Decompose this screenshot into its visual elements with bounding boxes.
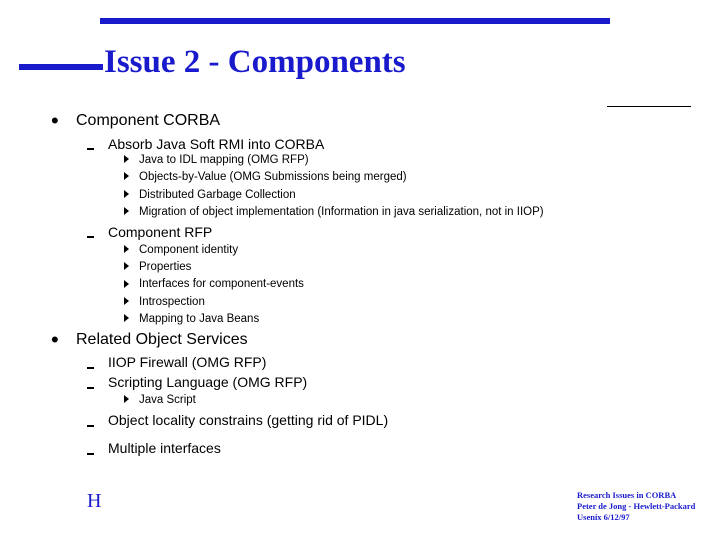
dash-icon [87, 148, 94, 150]
sub-list-item: Distributed Garbage Collection [139, 189, 296, 201]
list-item: Scripting Language (OMG RFP) [108, 374, 308, 390]
triangle-bullet-icon [124, 395, 129, 403]
slide-footer [577, 490, 695, 523]
section-heading: Related Object Services [76, 331, 248, 348]
sub-list-item: Java Script [139, 394, 196, 406]
triangle-bullet-icon [124, 280, 129, 288]
decorative-rule [607, 106, 691, 107]
dash-icon [87, 387, 94, 389]
section-heading: Component CORBA [76, 112, 221, 129]
list-item: Object locality constrains (getting rid of PIDL) [108, 412, 389, 428]
sub-list-item: Migration of object implementation (Information in java serialization, not in IIOP) [139, 206, 544, 218]
sub-list-item: Properties [139, 261, 192, 273]
list-item: Absorb Java Soft RMI into CORBA [108, 136, 325, 152]
title-top-bar [100, 18, 610, 24]
triangle-bullet-icon [124, 314, 129, 322]
triangle-bullet-icon [124, 190, 129, 198]
triangle-bullet-icon [124, 297, 129, 305]
footer-line: Usenix 6/12/97 [577, 512, 630, 522]
sub-list-item: Component identity [139, 244, 239, 256]
title-left-bar [19, 64, 103, 70]
sub-list-item: Java to IDL mapping (OMG RFP) [139, 154, 309, 166]
list-item: IIOP Firewall (OMG RFP) [108, 354, 267, 370]
footer-line: Research Issues in CORBA [577, 490, 677, 500]
list-item: Multiple interfaces [108, 440, 221, 456]
footer-line: Peter de Jong - Hewlett-Packard [577, 501, 696, 511]
sub-list-item: Mapping to Java Beans [139, 313, 260, 325]
dash-icon [87, 425, 94, 427]
dash-icon [87, 367, 94, 369]
sub-list-item: Objects-by-Value (OMG Submissions being merged) [139, 171, 407, 183]
triangle-bullet-icon [124, 172, 129, 180]
slide-title: Issue 2 - Components [104, 44, 406, 80]
triangle-bullet-icon [124, 207, 129, 215]
sub-list-item: Introspection [139, 296, 205, 308]
list-item: Component RFP [108, 224, 213, 240]
sub-list-item: Interfaces for component-events [139, 278, 304, 290]
dash-icon [87, 453, 94, 455]
triangle-bullet-icon [124, 155, 129, 163]
bullet-icon: • [51, 327, 59, 352]
hp-logo: H [87, 490, 102, 512]
bullet-icon: • [51, 108, 59, 133]
triangle-bullet-icon [124, 245, 129, 253]
triangle-bullet-icon [124, 262, 129, 270]
dash-icon [87, 236, 94, 238]
